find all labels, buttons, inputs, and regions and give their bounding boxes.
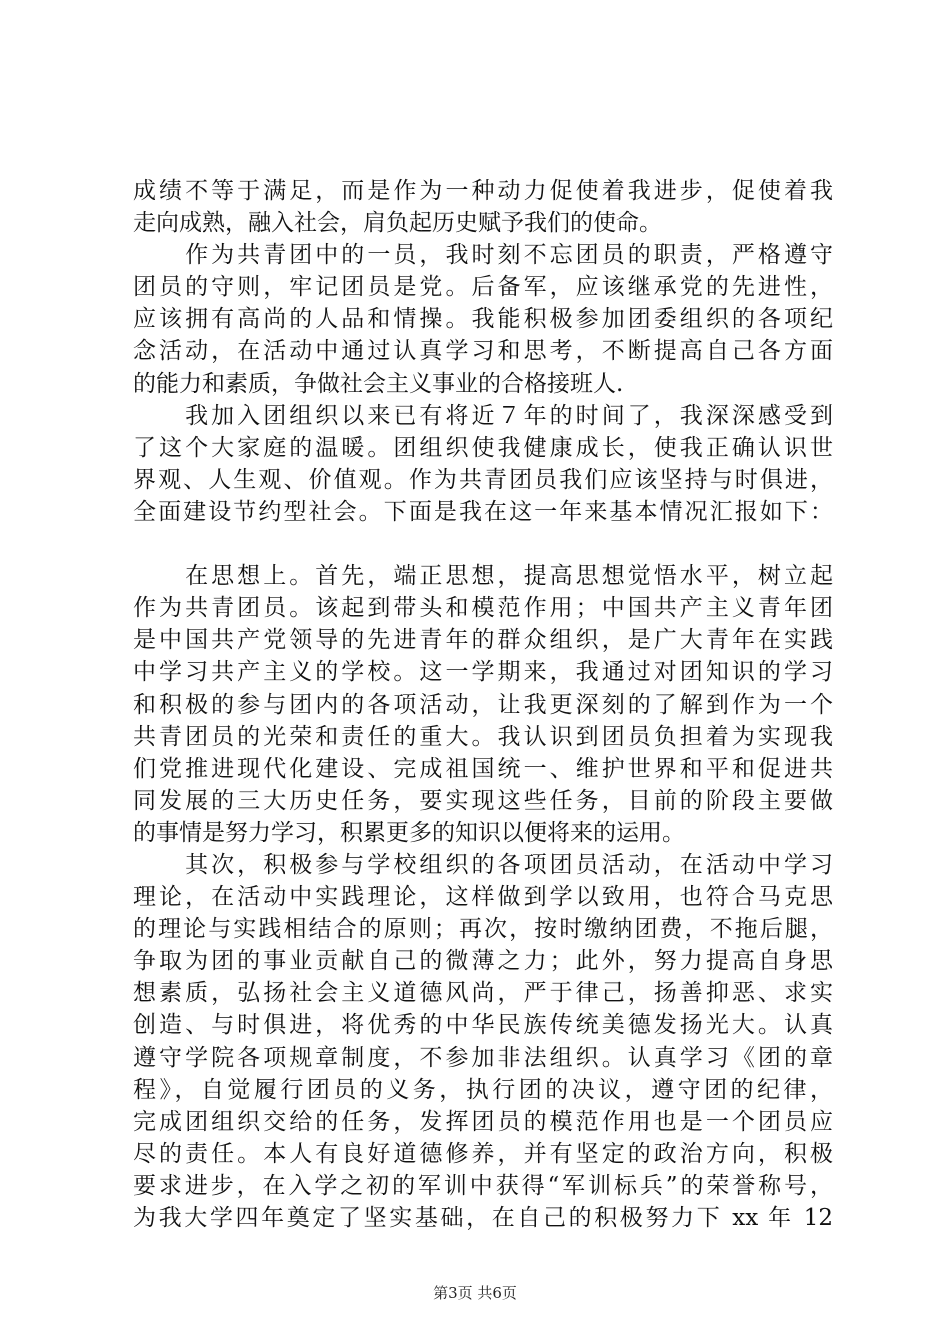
text-line: 的事情是努力学习，积累更多的知识以便将来的运用。 <box>133 819 685 846</box>
text-line: 作为共青团员。该起到带头和模范作用；中国共产主义青年团 <box>133 595 833 622</box>
text-line: 程》，自觉履行团员的义务，执行团的决议，遵守团的纪律， <box>133 1076 833 1103</box>
text-line: 同发展的三大历史任务，要实现这些任务，目前的阶段主要做 <box>133 787 833 814</box>
text-line: 走向成熟，融入社会，肩负起历史赋予我们的使命。 <box>133 210 662 237</box>
text-line: 们党推进现代化建设、完成祖国统一、维护世界和平和促进共 <box>133 755 833 782</box>
text-line: 成绩不等于满足，而是作为一种动力促使着我进步，促使着我 <box>133 178 833 204</box>
text-line: 的理论与实践相结合的原则；再次，按时缴纳团费，不拖后腿， <box>133 916 833 943</box>
text-line: 要求进步，在入学之初的军训中获得“军训标兵”的荣誉称号， <box>133 1172 833 1199</box>
text-line: 想素质，弘扬社会主义道德风尚，严于律己，扬善抑恶、求实 <box>133 980 833 1007</box>
document-body <box>133 175 833 1234</box>
text-line: 的能力和素质，争做社会主义事业的合格接班人. <box>133 370 624 397</box>
text-line: 争取为团的事业贡献自己的微薄之力；此外，努力提高自身思 <box>133 948 833 975</box>
text-line: 全面建设节约型社会。下面是我在这一年来基本情况汇报如下： <box>133 498 833 525</box>
text-line: 完成团组织交给的任务，发挥团员的模范作用也是一个团员应 <box>133 1108 833 1135</box>
text-line: 共青团员的光荣和责任的重大。我认识到团员负担着为实现我 <box>133 723 833 750</box>
text-line: 界观、人生观、价值观。作为共青团员我们应该坚持与时俱进， <box>133 466 833 493</box>
text-line: 团员的守则，牢记团员是党。后备军，应该继承党的先进性， <box>133 274 833 301</box>
text-line: 遵守学院各项规章制度，不参加非法组织。认真学习《团的章 <box>133 1044 833 1071</box>
text-line: 在思想上。首先，端正思想，提高思想觉悟水平，树立起 <box>133 563 833 590</box>
text-line: 应该拥有高尚的人品和情操。我能积极参加团委组织的各项纪 <box>133 306 833 333</box>
text-line: 中学习共产主义的学校。这一学期来，我通过对团知识的学习 <box>133 659 833 686</box>
text-line: 念活动，在活动中通过认真学习和思考，不断提高自己各方面 <box>133 338 833 365</box>
text-line: 为我大学四年奠定了坚实基础，在自己的积极努力下 xx 年 12 <box>133 1205 833 1231</box>
page-footer: 第3页 共6页 <box>433 1284 517 1302</box>
text-line: 了这个大家庭的温暖。团组织使我健康成长，使我正确认识世 <box>133 434 833 461</box>
text-line: 我加入团组织以来已有将近７年的时间了，我深深感受到 <box>133 402 833 429</box>
text-line: 理论，在活动中实践理论，这样做到学以致用，也符合马克思 <box>133 884 833 911</box>
text-line: 创造、与时俱进，将优秀的中华民族传统美德发扬光大。认真 <box>133 1012 833 1039</box>
text-line: 作为共青团中的一员，我时刻不忘团员的职责，严格遵守 <box>133 242 833 269</box>
text-line: 尽的责任。本人有良好道德修养，并有坚定的政治方向，积极 <box>133 1140 833 1167</box>
text-line: 是中国共产党领导的先进青年的群众组织，是广大青年在实践 <box>133 627 833 654</box>
text-line: 其次，积极参与学校组织的各项团员活动，在活动中学习 <box>133 851 833 878</box>
text-line: 和积极的参与团内的各项活动，让我更深刻的了解到作为一个 <box>133 691 833 718</box>
text-line <box>133 528 833 560</box>
